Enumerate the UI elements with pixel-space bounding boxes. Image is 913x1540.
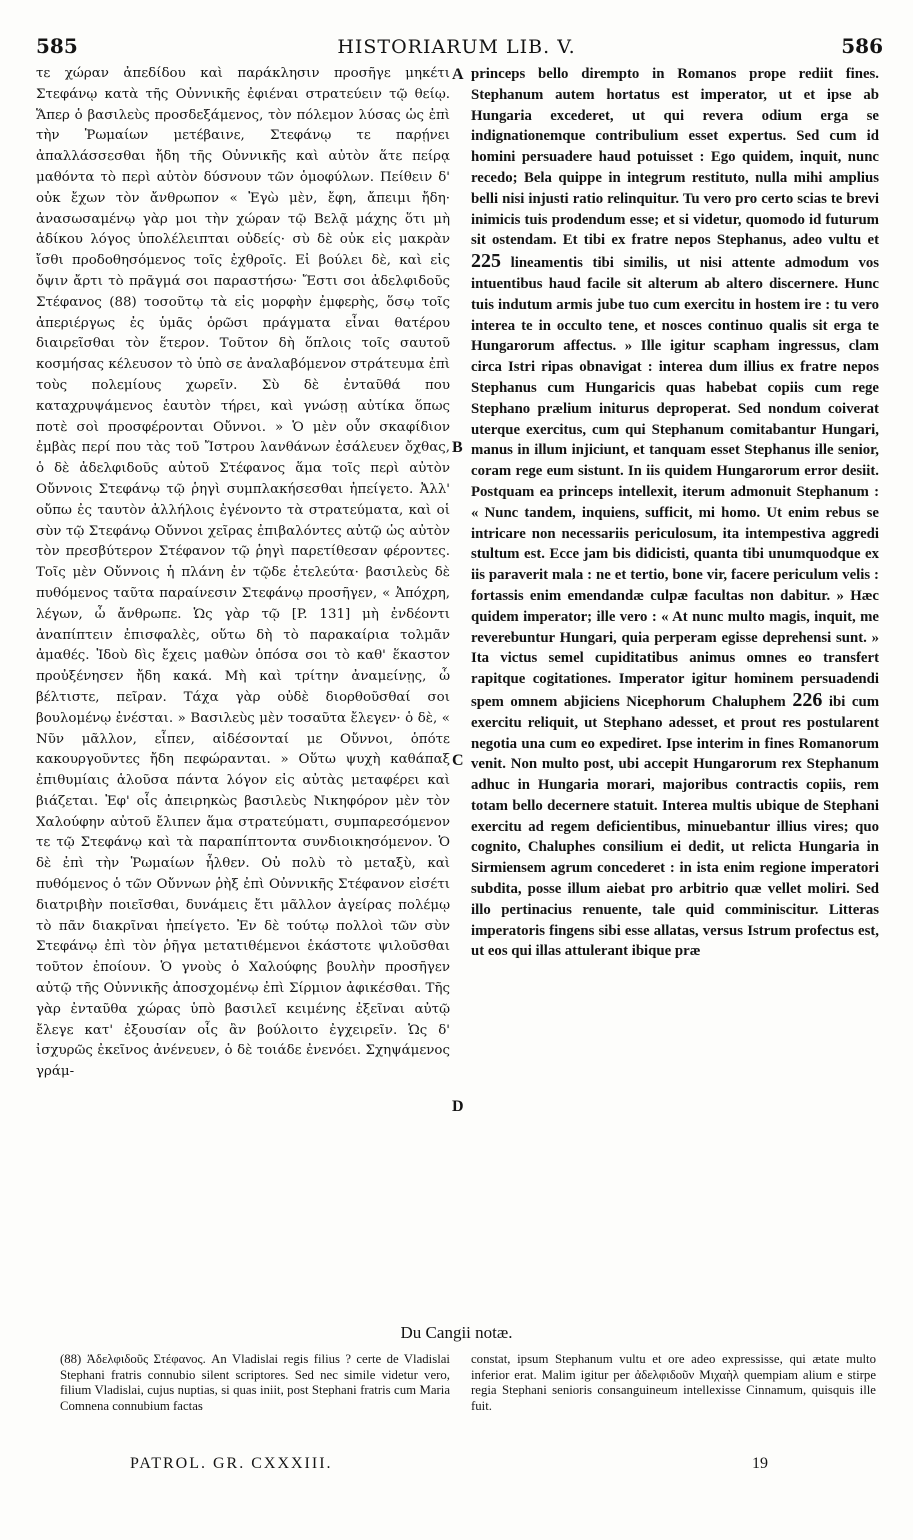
latin-column (471, 64, 879, 1332)
running-title: HISTORIARUM LIB. V. (337, 36, 576, 58)
note-left-column (60, 1352, 450, 1444)
margin-letter-d: D (452, 1098, 464, 1115)
page-number-left: 585 (36, 34, 78, 58)
margin-letter-b: B (452, 439, 463, 456)
note-88-text: (88) Ἀδελφιδοῦς Στέφανος. An Vladislai regis filius ? certe de Vladislai Stephani fratris connubio silent scriptores. Sed nec simile videtur vero, filium Vladislai, cujus nuptias, si quas iniit, post Stephani fratris cum Maria Comnena connubium factas (60, 1352, 450, 1413)
margin-letter-c: C (452, 752, 464, 769)
column-number-225: 225 (471, 250, 501, 273)
notes-heading: Du Cangii notæ. (400, 1323, 513, 1342)
page-header (0, 34, 913, 60)
greek-column (36, 64, 450, 1332)
greek-text: τε χώραν ἀπεδίδου καὶ παράκλησιν προσῆγε μηκέτι Στεφάνῳ κατὰ τῆς Οὐννικῆς ἐφιέναι στρατεύειν τῷ θείῳ. Ἅπερ ὁ βασιλεὺς προσδεξάμενος, τὸν πόλεμον λύσας ὡς ἐπὶ τὴν Ῥωμαίων μετέβαινε, Στεφάνῳ τε παρῄνει ἀπαλλάσσεσθαι ἤδη τῆς Οὐννικῆς καὶ αὐτὸν ἅτε πείρᾳ μαθόντα τὸ περὶ αὐτὸν δύσνουν τῶν ὁμοφύλων. Πείθειν δ' οὐκ ἔχων τὸν ἄνθρωπον « Ἐγὼ μὲν, ἔφη, ἄπειμι ἤδη· ἀνασωσαμένῳ γὰρ μοι τὴν χώραν τῷ Βελᾷ μάχης ὅτι μὴ ἀδίκου λόγος ὑπολέλειπται οὐδείς· σὺ δὲ οὐκ εἰς μακρὰν ἴσθι προδοθησόμενος τοῖς ἐχθροῖς. Εἰ βούλει δὲ, καὶ εἰς ὄψιν ἄρτι τὸ πρᾶγμά σοι παραστήσω· Ἔστι σοι ἀδελφιδοῦς Στέφανος (88) τοσοῦτῳ τὰ εἰς μορφὴν ἐμφερὴς, ὅσῳ τοῖς ἀπεριέργως ἐς ὑμᾶς ὁρῶσι πράγματα εἶναι θατέρου διαιρεῖσθαι τὸν ἕτερον. Τοῦτον δὴ ὅπλοις τοῖς σαυτοῦ κοσμήσας κέλευσον τὸ ὑπὸ σε ἀναλαβόμενον στράτευμα ἐπὶ τοὺς πολεμίους χωρεῖν. Σὺ δὲ ἐνταῦθά που καταχρυψάμενος ἑαυτὸν τήρει, καὶ γνώσῃ αὐτίκα ὅπως ποτὲ σοὶ προσφέρονται Οὔννοι. » Ὁ μὲν οὖν σκαφίδιον ἐμβὰς περί που τὰς τοῦ Ἴστρου λανθάνων ἐσάλευεν ὄχθας, ὁ δὲ ἀδελφιδοῦς αὐτοῦ Στέφανος ἅμα τοῖς περὶ αὐτὸν Οὔννοις Στεφάνῳ τῷ ῥηγὶ συμπλακήσεσθαι ἠπείγετο. Ἀλλ' οὔπω ἐς ταυτὸν ἀλλήλοις ἐγένοντο τὰ στρατεύματα, καὶ οἱ σὺν τῷ Στεφάνῳ Οὔννοι χεῖρας ἐπιβαλόντες αὐτῷ ὡς αὐτὸν τὸν πρεσβύτερον Στέφανον τῷ ῥηγὶ παρετίθεσαν φέροντες. Τοῖς μὲν Οὔννοις ἡ πλάνη ἐν τῷδε ἐτελεύτα· βασιλεὺς δὲ πυθόμενος ταῦτα παραίνεσιν Στεφάνῳ προσῆγεν, « Ἀπόχρη, λέγων, ὦ ἄνθρωπε. Ὡς γὰρ τῷ [P. 131] μὴ ἐνδέοντι ἀναπίπτειν ἐπισφαλὲς, οὕτω δὴ τὸ παρακαίρια τολμᾶν ἀμαθές. Ἰδοὺ δὶς ἔχεις μαθὼν ὁπόσα σοι τὸ καθ' ἕκαστον προὐξένησεν ἤδη κακά. Μὴ καὶ τρίτην ἀναμείνῃς, ὦ βέλτιστε, πεῖραν. Τάχα γὰρ οὐδὲ διορθοῦσθαί σοι βουλομένῳ ἐνέσται. » Βασιλεὺς μὲν τοσαῦτα ἔλεγεν· ὁ δὲ, « Νῦν μᾶλλον, εἶπεν, αἰδέσονταί με Οὔννοι, ὁπότε κακουργοῦντες ἤδη πεφώρανται. » Οὕτω ψυχὴ καθάπαξ ἐπιθυμίαις ἁλοῦσα πάντα λόγον εἰς αὐτὰς μεταφέρει καὶ βιάζεται. Ἐφ' οἷς ἀπειρηκὼς βασιλεὺς Νικηφόρον μὲν τὸν Χαλούφην αὐτοῦ ἔλιπεν ἅμα στρατεύματι, συμπαρεσόμενον τε τῷ Στεφάνῳ καὶ τὰ παραπίπτοντα συνδιοικησόμενον. Ὁ δὲ ἐπὶ τὴν Ῥωμαίων ἦλθεν. Οὐ πολὺ τὸ μεταξὺ, καὶ πυθόμενος ὁ τῶν Οὔννων ῥὴξ ἐπὶ Οὐννικῆς Στέφανον εἰσέτι διατριβὴν ποιεῖσθαι, δυνάμεις ἔτι μᾶλλον ἀγείρας πολέμῳ τὸ πᾶν διακρῖναι ἠπείγετο. Ἐν δὲ τούτῳ πολλοὶ τῶν σὺν Στεφάνῳ ἐπὶ τὸν ῥῆγα μετατιθέμενοι ἑκάστοτε ψιλοῦσθαι τοῦτον ἐποίουν. Ὁ γνοὺς ὁ Χαλούφης βουλὴν προσῆγεν αὐτῷ τῆς Οὐννικῆς ἀποσχομένῳ ἐπὶ Σίρμιον ἀφικέσθαι. Τῆς γὰρ ἐνταῦθα χώρας ὑπὸ βασιλεῖ κειμένης ἐξεῖναι αὐτῷ ἔλεγε κατ' ἐξουσίαν οἷς ἂν βούλοιτο ἐγχειρεῖν. Ὡς δ' ἰσχυρῶς ἐκεῖνος ἀνένευεν, ὁ δὲ τοιάδε ἐνενόει. Σχηψάμενος γράμ- (36, 66, 450, 1080)
column-number-226: 226 (792, 688, 823, 711)
latin-text-part-2: lineamentis tibi similis, ut nisi attente admodum vos intuentibus haud facile sit alterum ab altero discernere. Hunc tuis indutum armis jube tuo cum exercitu in hostem ire : tu vero interea te in occulto tene, et nosces continuo qualis sit erga te Hungarorum affectus. » Ille igitur scapham ingressus, clam circa Istri ripas obnavigat : interea dum illius ex fratre nepos Stephanus cum Hungaricis quas habebat copiis cum rege Stephano prælium initurus deproperat. Sed nondum coiverat uterque exercitus, cum qui Stephanum comitabantur Hungari, manus in illum injiciunt, et tanquam esset Stephanus ille senior, coram rege eum sistunt. In iis quidem Hungarorum error desiit. Postquam ea princeps intellexit, iterum admonuit Stephanum : « Nunc tandem, inquiens, sufficit, mi homo. Ut enim rebus se intricare non necessariis periculosum, ita intempestiva aggredi stultum est. Ecce jam bis didicisti, quanta tibi unumquodque ex iis paraverit mala : ne et tertio, bone vir, facere periculum velis : fortassis enim emendandæ culpæ facultas non dabitur. » Hæc quidem imperator; ille vero : « At nunc multo magis, inquit, me reverebuntur Hungari, quia perperam egisse deprehensi sunt. » Ita victus semel cupiditatibus animus omnes eo transfert rapitque cogitationes. Imperator igitur hominem persuadendi spem omnem abjiciens Nicephorum Chaluphem (471, 255, 879, 710)
page-number-right: 586 (841, 34, 883, 58)
latin-text-part-1: princeps bello dirempto in Romanos prope rediit fines. Stephanum autem hortatus est imperator, ut et ipse ab Hungaria excederet, ut qui revera odium erga se indignationemque contribulium esset expertus. Sed cum id homini persuadere haud potuisset : Ego quidem, inquit, nunc recedo; Bela quippe in integrum restituto, nulla mihi amplius belli nisi injusti ratio relinquitur. Tu vero pro certo scias te brevi inimicis tuis prodendum esse; et si videtur, quomodo id futurum sit ostendam. Et tibi ex fratre nepos Stephanus, adeo vultu et (471, 66, 879, 249)
footer-collection: PATROL. GR. CXXXIII. (130, 1455, 333, 1472)
latin-text-part-3: ibi cum exercitu reliquit, ut Stephano adesset, et prout res postularent negotia una cum eo expediret. Ipse interim in fines Romanorum venit. Non multo post, ubi accepit Hungarorum rex Stephanum adhuc in Hungaria morari, majoribus contractis copiis, rem totam bello decernere statuit. Interea multis ubique de Stephani exercitu ad regem deficientibus, minuebantur illius vires; quo cognito, Chaluphes consilium ei dedit, ut relicta Hungaria in Sirmiensem agrum concederet : in ista enim regione imperatori subdita, posse illum aiebat pro arbitrio quæ vellet moliri. Sed illo pertinacius renuente, tale quid comminiscitur. Litteras imperatoris fingens sibi esse allatas, versus Istrum profectus est, ut eos qui illas attulerant ibique præ (471, 693, 879, 960)
note-88-continuation: constat, ipsum Stephanum vultu et ore adeo expressisse, qui ætate multo inferior erat. Malim igitur per ἀδελφιδοῦν Μιχαὴλ quempiam alium e stirpe regia Stephani senioris consanguineum intellexisse Cinnamum, quisquis ille fuit. (471, 1352, 876, 1413)
latin-text (471, 64, 879, 962)
note-right-column (471, 1352, 876, 1444)
margin-letter-a: A (452, 66, 464, 83)
page-footer (0, 1455, 913, 1477)
footer-signature: 19 (752, 1455, 768, 1472)
